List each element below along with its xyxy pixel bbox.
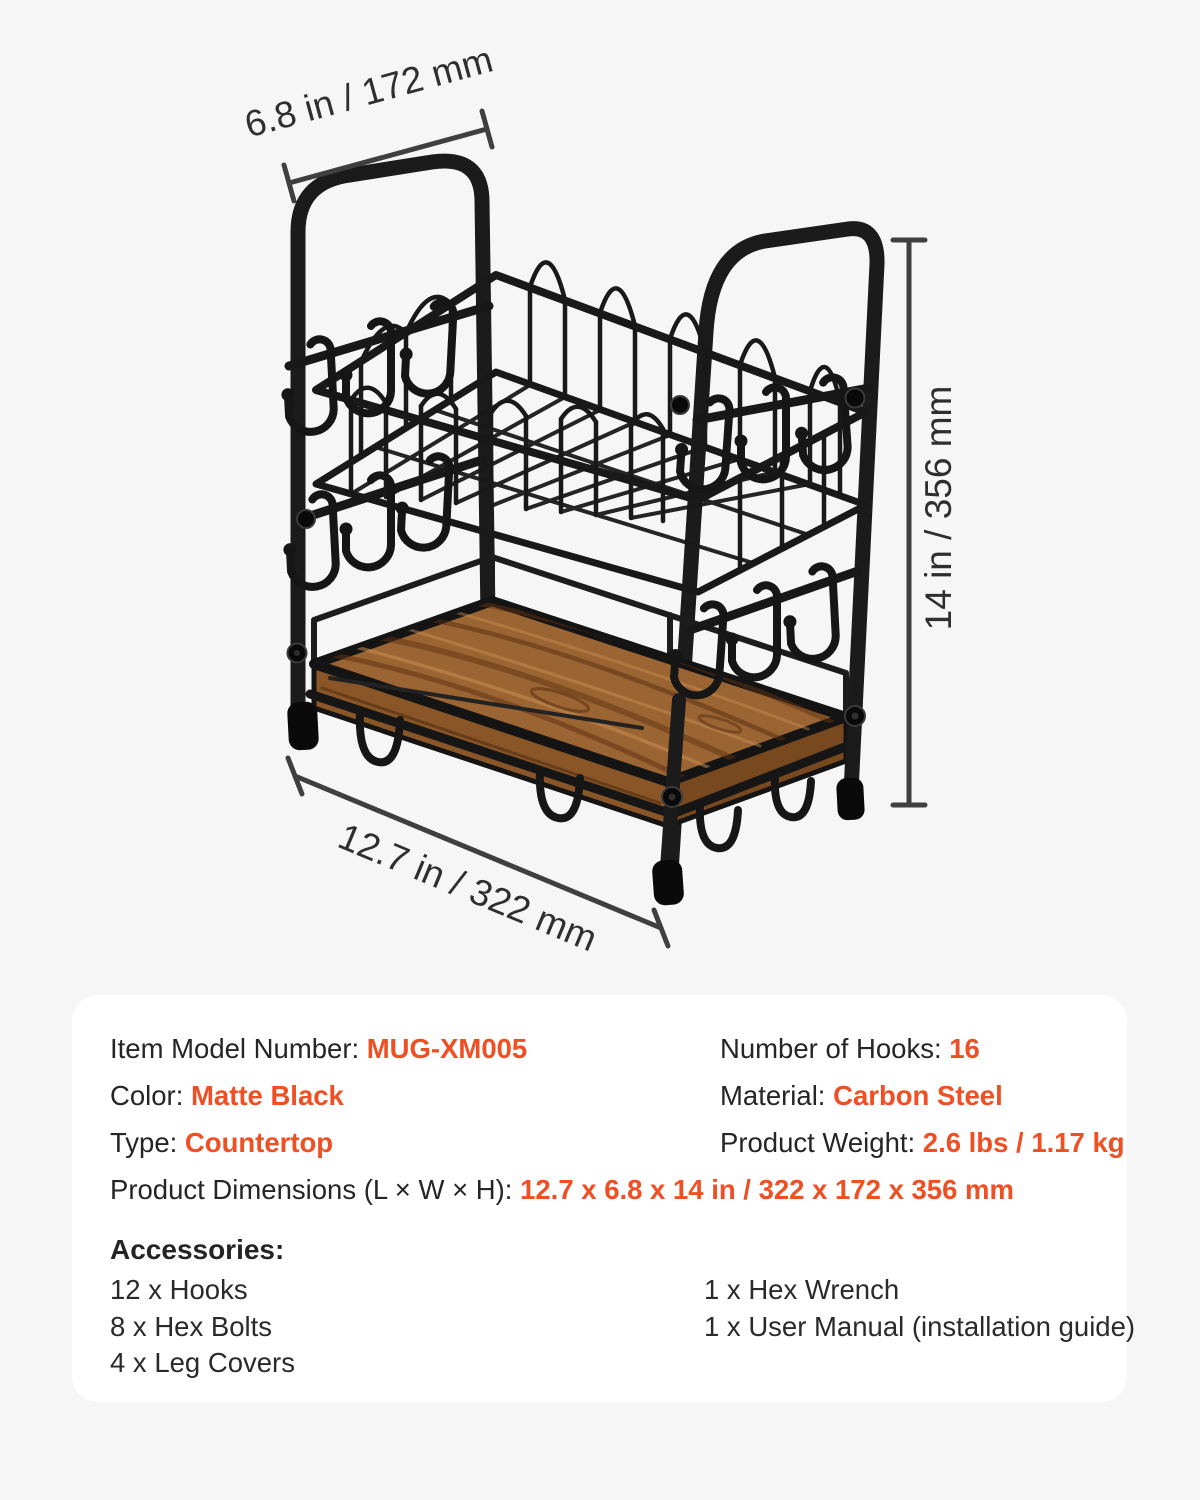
accessory-item: 1 x Hex Wrench: [704, 1274, 900, 1305]
spec-label: Type:: [110, 1127, 185, 1158]
height-dimension-label: 14 in / 356 mm: [918, 385, 959, 631]
spec-type: [110, 1119, 333, 1166]
accessories-title: Accessories:: [110, 1234, 285, 1265]
spec-label: Material:: [720, 1080, 834, 1111]
spec-material: [720, 1072, 1003, 1119]
spec-value: 12.7 x 6.8 x 14 in / 322 x 172 x 356 mm: [520, 1174, 1014, 1205]
accessory-item: 8 x Hex Bolts: [110, 1310, 273, 1342]
spec-value: Carbon Steel: [833, 1080, 1003, 1111]
spec-label: Product Weight:: [720, 1127, 923, 1158]
spec-value: 16: [949, 1033, 980, 1064]
accessory-item: 1 x User Manual (installation guide): [704, 1310, 1136, 1342]
spec-item-model-number: [110, 1025, 527, 1072]
accessories-list-right: [704, 1272, 1135, 1345]
spec-label: Color:: [110, 1080, 191, 1111]
spec-value: Matte Black: [191, 1080, 344, 1111]
length-dimension-label: 12.7 in / 322 mm: [332, 815, 603, 960]
spec-color: [110, 1072, 344, 1119]
spec-label: Item Model Number:: [110, 1033, 367, 1064]
width-dimension-label: 6.8 in / 172 mm: [240, 38, 498, 146]
accessories-list-left: [110, 1272, 295, 1382]
spec-product-weight: [720, 1119, 1125, 1166]
spec-product-dimensions: [110, 1166, 1014, 1213]
spec-label: Product Dimensions (L × W × H):: [110, 1174, 521, 1205]
spec-number-of-hooks: [720, 1025, 980, 1072]
spec-value: MUG-XM005: [366, 1033, 528, 1064]
accessory-item: 12 x Hooks: [110, 1274, 248, 1305]
spec-value: 2.6 lbs / 1.17 kg: [922, 1127, 1125, 1158]
spec-label: Number of Hooks:: [720, 1033, 950, 1064]
spec-value: Countertop: [184, 1127, 334, 1158]
accessory-item: 4 x Leg Covers: [110, 1347, 295, 1379]
